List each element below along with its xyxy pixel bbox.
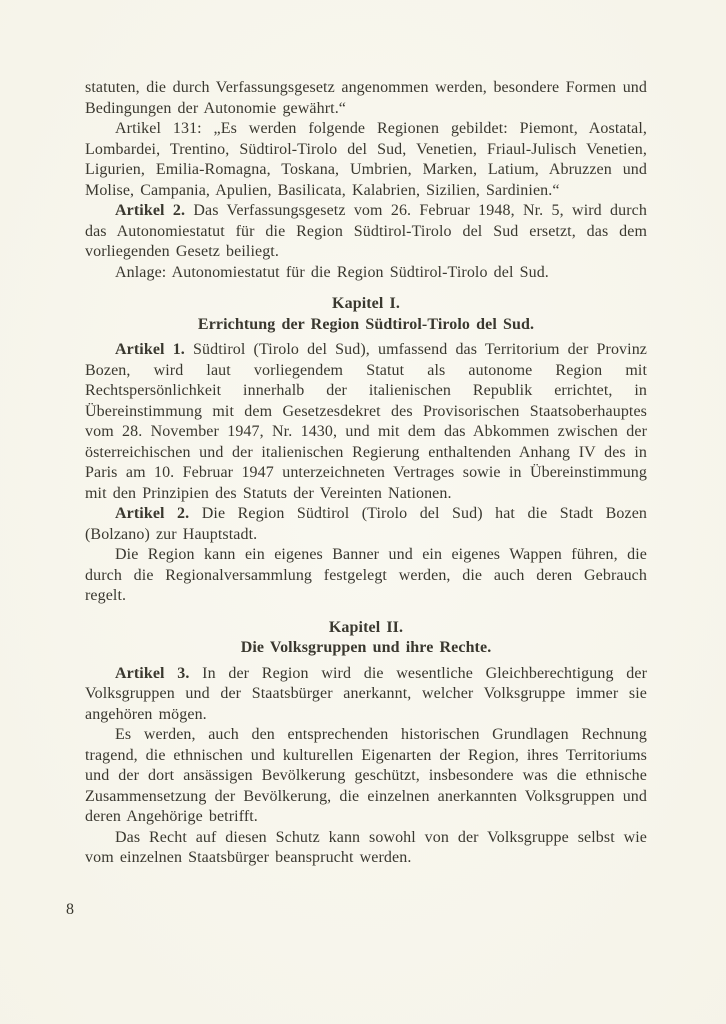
paragraph: Das Recht auf diesen Schutz kann sowohl von der Volksgruppe selbst wie vom einzelnen Staatsbürger beansprucht werden. (85, 828, 647, 866)
paragraph-text: Die Region Südtirol (Tirolo del Sud) hat die Stadt Bozen (Bolzano) zur Hauptstadt. (85, 505, 648, 543)
paragraph (85, 664, 647, 726)
page-number: 8 (66, 901, 74, 918)
paragraph (85, 504, 647, 545)
section-heading: Errichtung der Region Südtirol-Tirolo del Sud. (197, 315, 535, 333)
paragraph-text: Das Verfassungsgesetz vom 26. Februar 1948, Nr. 5, wird durch das Autonomiestatut für die Region Südtirol-Tirolo del Sud ersetzt, das dem vorliegenden Gesetz beiliegt. (85, 202, 647, 260)
paragraph (85, 201, 647, 263)
chapter-heading: Kapitel II. (328, 618, 404, 636)
paragraph-text: In der Region wird die wesentliche Gleichberechtigung der Volksgruppen und der Staatsbürger anerkannt, welcher Volksgruppe immer sie angehören mögen. (85, 664, 647, 723)
text-block (85, 78, 647, 869)
section-heading: Die Volksgruppen und ihre Rechte. (240, 639, 492, 656)
artikel-label: Artikel 1. (115, 341, 185, 358)
paragraph (85, 340, 647, 504)
paragraph: Anlage: Autonomiestatut für die Region Südtirol-Tirolo del Sud. (115, 263, 549, 281)
paragraph: statuten, die durch Verfassungsgesetz angenommen werden, besondere Formen und Bedingungen der Autonomie gewährt.“ (85, 79, 647, 117)
paragraph: Artikel 131: „Es werden folgende Regionen gebildet: Piemont, Aostatal, Lombardei, Trentino, Südtirol-Tirolo del Sud, Venetien, Friaul-Julisch Venetien, Ligurien, Emilia-Romagna, Toskana, Umbrien, Marken, Latium, Abruzzen und Molise, Campania, Apulien, Basilicata, Kalabrien, Sizilien, Sardinien.“ (85, 120, 647, 199)
chapter-heading: Kapitel I. (332, 295, 400, 312)
artikel-label: Artikel 3. (115, 664, 190, 682)
artikel-label: Artikel 2. (115, 505, 190, 522)
paragraph: Es werden, auch den entsprechenden historischen Grundlagen Rechnung tragend, die ethnischen und kulturellen Eigenarten der Region, ihres Territoriums und der dort ansässigen Bevölkerung geschützt, insbesondere was die ethnische Zusammensetzung der Bevölkerung, die einzelnen anerkannten Volksgruppen und deren Angehörige betrifft. (85, 726, 647, 825)
paragraph: Die Region kann ein eigenes Banner und ein eigenes Wappen führen, die durch die Regionalversammlung festgelegt werden, die auch deren Gebrauch regelt. (85, 546, 647, 604)
artikel-label: Artikel 2. (115, 202, 186, 219)
paragraph-text: Südtirol (Tirolo del Sud), umfassend das Territorium der Provinz Bozen, wird laut vorliegendem Statut als autonome Region mit Rechtspersönlichkeit innerhalb der italienischen Republik errichtet, in Übereinstimmung mit dem Gesetzesdekret des Provisorischen Staatsoberhauptes vom 28. November 1947, Nr. 1430, und mit dem das Abkommen zwischen der österreichischen und der italienischen Regierung enthaltenden Anhang IV des in Paris am 10. Februar 1947 unterzeichneten Vertrages sowie in Übereinstimmung mit den Prinzipien des Statuts der Vereinten Nationen. (85, 341, 648, 502)
